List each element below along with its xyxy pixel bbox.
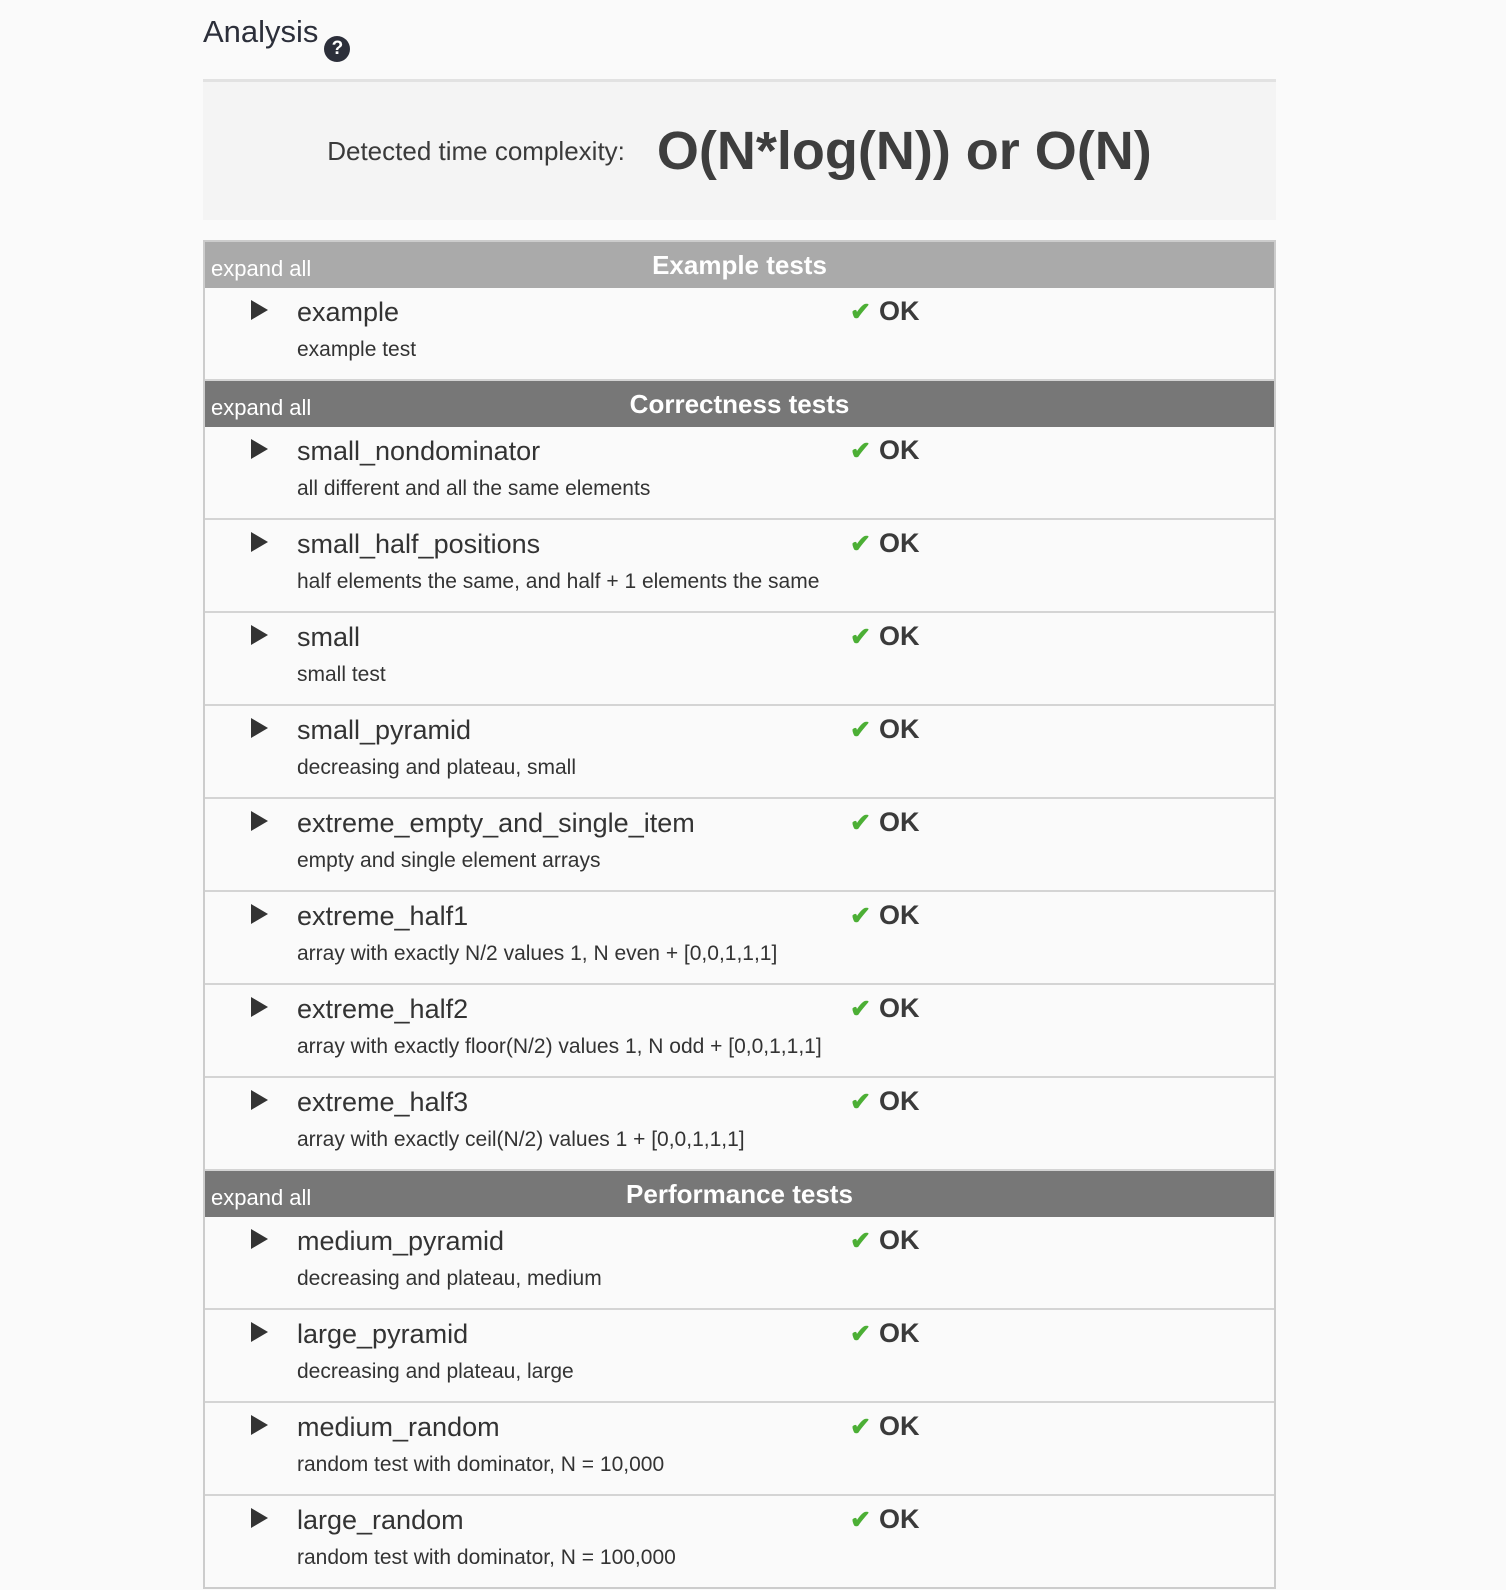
test-description: array with exactly ceil(N/2) values 1 + [0,0,1,1,1] xyxy=(297,1128,745,1151)
group-header xyxy=(205,381,1274,427)
expand-all-link[interactable]: expand all xyxy=(211,395,312,420)
status-text: OK xyxy=(878,1411,920,1441)
test-row[interactable] xyxy=(205,892,1274,985)
test-name: example xyxy=(297,297,400,327)
check-icon: ✔ xyxy=(850,809,871,837)
heading-text: Analysis xyxy=(203,14,319,49)
test-row[interactable] xyxy=(205,1310,1274,1403)
test-row[interactable] xyxy=(205,1217,1274,1310)
test-status xyxy=(850,1086,919,1117)
status-text: OK xyxy=(878,1086,920,1116)
check-icon: ✔ xyxy=(850,530,871,558)
test-description: all different and all the same elements xyxy=(297,477,651,500)
check-icon: ✔ xyxy=(850,716,871,744)
test-description: decreasing and plateau, medium xyxy=(297,1267,602,1290)
expand-triangle-icon[interactable] xyxy=(251,997,268,1017)
group-header xyxy=(205,1171,1274,1217)
test-status xyxy=(850,296,919,327)
test-status xyxy=(850,621,919,652)
test-status xyxy=(850,993,919,1024)
expand-all-link[interactable]: expand all xyxy=(211,1185,312,1210)
complexity-box xyxy=(203,79,1276,220)
complexity-value: O(N*log(N)) or O(N) xyxy=(656,121,1152,181)
expand-triangle-icon[interactable] xyxy=(251,1090,268,1110)
test-name: extreme_empty_and_single_item xyxy=(297,808,695,838)
expand-triangle-icon[interactable] xyxy=(251,625,268,645)
complexity-label: Detected time complexity: xyxy=(327,135,625,166)
test-description: random test with dominator, N = 100,000 xyxy=(297,1546,676,1569)
test-description: array with exactly floor(N/2) values 1, N odd + [0,0,1,1,1] xyxy=(297,1035,822,1058)
test-name: small_half_positions xyxy=(297,529,541,559)
check-icon: ✔ xyxy=(850,1413,871,1441)
expand-triangle-icon[interactable] xyxy=(251,532,268,552)
test-row[interactable] xyxy=(205,985,1274,1078)
group-title: Correctness tests xyxy=(629,389,850,419)
test-description: random test with dominator, N = 10,000 xyxy=(297,1453,665,1476)
test-row[interactable] xyxy=(205,799,1274,892)
expand-triangle-icon[interactable] xyxy=(251,718,268,738)
test-description: half elements the same, and half + 1 elements the same xyxy=(297,570,820,593)
status-text: OK xyxy=(878,296,920,326)
test-name: extreme_half2 xyxy=(297,994,469,1024)
status-text: OK xyxy=(878,1225,920,1255)
test-status xyxy=(850,435,919,466)
test-name: extreme_half3 xyxy=(297,1087,469,1117)
test-name: large_pyramid xyxy=(297,1319,469,1349)
status-text: OK xyxy=(878,714,920,744)
analysis-heading xyxy=(203,14,350,62)
expand-all-link[interactable]: expand all xyxy=(211,256,312,281)
expand-triangle-icon[interactable] xyxy=(251,1508,268,1528)
test-status xyxy=(850,714,919,745)
test-description: empty and single element arrays xyxy=(297,849,601,872)
test-row[interactable] xyxy=(205,1403,1274,1496)
check-icon: ✔ xyxy=(850,623,871,651)
help-icon[interactable]: ? xyxy=(324,36,350,62)
check-icon: ✔ xyxy=(850,437,871,465)
test-status xyxy=(850,1318,919,1349)
check-icon: ✔ xyxy=(850,995,871,1023)
status-text: OK xyxy=(878,993,920,1023)
test-row[interactable] xyxy=(205,288,1274,381)
test-name: small_pyramid xyxy=(297,715,472,745)
test-name: medium_random xyxy=(297,1412,500,1442)
test-name: extreme_half1 xyxy=(297,901,469,931)
expand-triangle-icon[interactable] xyxy=(251,300,268,320)
expand-triangle-icon[interactable] xyxy=(251,904,268,924)
test-row[interactable] xyxy=(205,706,1274,799)
expand-triangle-icon[interactable] xyxy=(251,811,268,831)
test-row[interactable] xyxy=(205,427,1274,520)
status-text: OK xyxy=(878,528,920,558)
status-text: OK xyxy=(878,435,920,465)
test-description: example test xyxy=(297,338,417,361)
check-icon: ✔ xyxy=(850,1506,871,1534)
status-text: OK xyxy=(878,900,920,930)
test-description: decreasing and plateau, small xyxy=(297,756,577,779)
test-row[interactable] xyxy=(205,1078,1274,1171)
test-description: small test xyxy=(297,663,386,686)
test-name: large_random xyxy=(297,1505,464,1535)
test-row[interactable] xyxy=(205,613,1274,706)
test-name: medium_pyramid xyxy=(297,1226,505,1256)
check-icon: ✔ xyxy=(850,298,871,326)
test-status xyxy=(850,900,919,931)
test-name: small xyxy=(297,622,361,652)
test-row[interactable] xyxy=(205,520,1274,613)
status-text: OK xyxy=(878,807,920,837)
test-status xyxy=(850,528,919,559)
tests-table xyxy=(203,240,1276,1589)
test-status xyxy=(850,1411,919,1442)
expand-triangle-icon[interactable] xyxy=(251,1322,268,1342)
test-name: small_nondominator xyxy=(297,436,541,466)
group-title: Example tests xyxy=(652,250,827,280)
test-status xyxy=(850,807,919,838)
test-status xyxy=(850,1225,919,1256)
status-text: OK xyxy=(878,1504,920,1534)
status-text: OK xyxy=(878,1318,920,1348)
expand-triangle-icon[interactable] xyxy=(251,1229,268,1249)
expand-triangle-icon[interactable] xyxy=(251,439,268,459)
test-description: decreasing and plateau, large xyxy=(297,1360,574,1383)
check-icon: ✔ xyxy=(850,1227,871,1255)
test-status xyxy=(850,1504,919,1535)
status-text: OK xyxy=(878,621,920,651)
expand-triangle-icon[interactable] xyxy=(251,1415,268,1435)
test-row[interactable] xyxy=(205,1496,1274,1587)
test-description: array with exactly N/2 values 1, N even + [0,0,1,1,1] xyxy=(297,942,778,965)
check-icon: ✔ xyxy=(850,1088,871,1116)
group-title: Performance tests xyxy=(626,1179,853,1209)
check-icon: ✔ xyxy=(850,902,871,930)
group-header xyxy=(205,242,1274,288)
check-icon: ✔ xyxy=(850,1320,871,1348)
